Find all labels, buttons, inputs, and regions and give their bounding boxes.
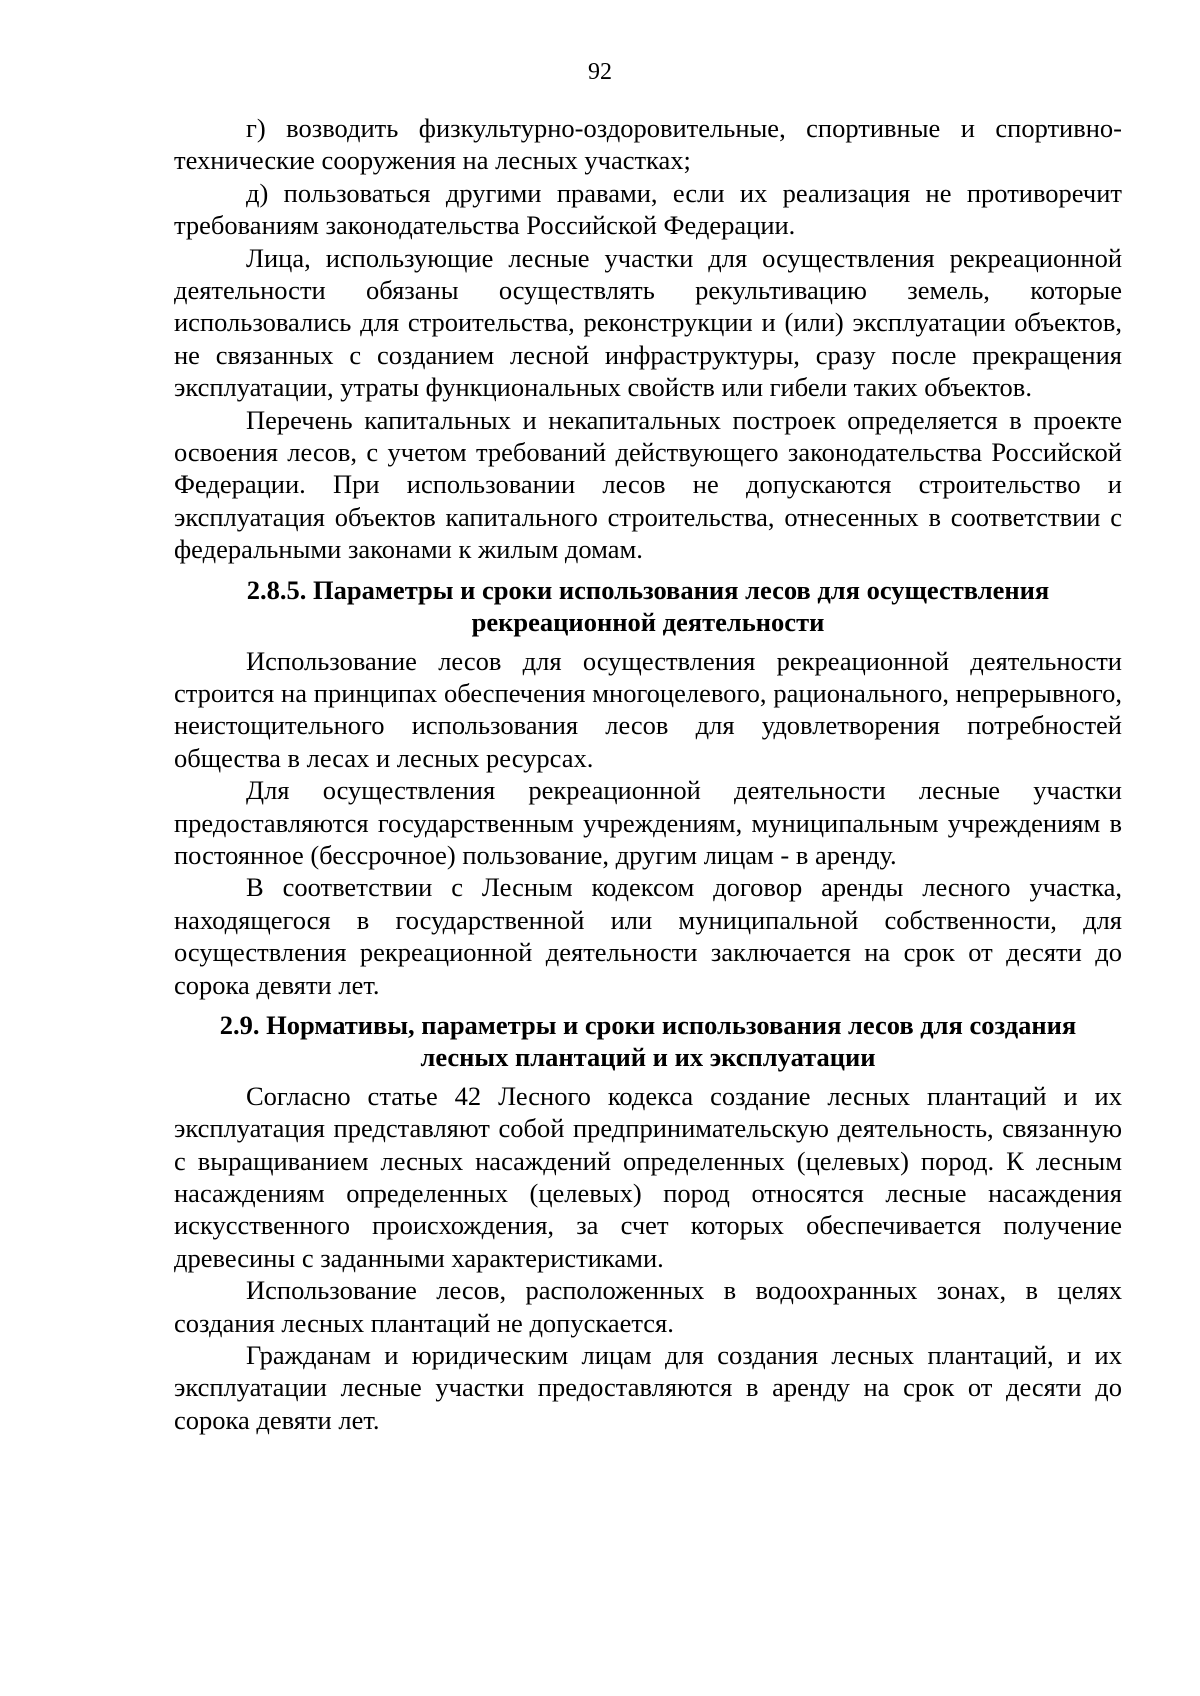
paragraph: Для осуществления рекреационной деятельности лесные участки предоставляются государственным учреждениям, муниципальным учреждениям в постоянное (бессрочное) пользование, другим лицам - в аренду.: [174, 775, 1122, 870]
paragraph: г) возводить физкультурно-оздоровительные, спортивные и спортивно-технические сооружения на лесных участках;: [174, 113, 1122, 176]
paragraph: Согласно статье 42 Лесного кодекса создание лесных плантаций и их эксплуатация представляют собой предпринимательскую деятельность, связанную с выращиванием лесных насаждений определенных (целевых) пород. К лесным насаждениям определенных (целевых) пород относятся лесные насаждения искусственного происхождения, за счет которых обеспечивается получение древесины с заданными характеристиками.: [174, 1080, 1122, 1273]
page-number: 92: [588, 59, 612, 85]
paragraph: д) пользоваться другими правами, если их реализация не противоречит требованиям законодательства Российской Федерации.: [174, 177, 1122, 241]
paragraph: Использование лесов, расположенных в водоохранных зонах, в целях создания лесных плантаций не допускается.: [174, 1275, 1122, 1338]
paragraph: Лица, использующие лесные участки для осуществления рекреационной деятельности обязаны осуществлять рекультивацию земель, которые использовались для строительства, реконструкции и (или) эксплуатации объектов, не связанных с созданием лесной инфраструктуры, сразу после прекращения эксплуатации, утраты функциональных свойств или гибели таких объектов.: [174, 242, 1122, 403]
section-heading: 2.9. Нормативы, параметры и сроки использования лесов для создания лесных плантаций и их эксплуатации: [219, 1009, 1077, 1073]
paragraph: В соответствии с Лесным кодексом договор аренды лесного участка, находящегося в государственной или муниципальной собственности, для осуществления рекреационной деятельности заключается на срок от десяти до сорока девяти лет.: [174, 872, 1122, 1000]
section-heading: 2.8.5. Параметры и сроки использования лесов для осуществления рекреационной деятельности: [246, 574, 1050, 638]
document-body: [174, 112, 1122, 1436]
paragraph: Перечень капитальных и некапитальных построек определяется в проекте освоения лесов, с учетом требований действующего законодательства Российской Федерации. При использовании лесов не допускаются строительство и эксплуатация объектов капитального строительства, отнесенных в соответствии с федеральными законами к жилым домам.: [174, 404, 1122, 565]
paragraph: Гражданам и юридическим лицам для создания лесных плантаций, и их эксплуатации лесные участки предоставляются в аренду на срок от десяти до сорока девяти лет.: [174, 1340, 1122, 1435]
paragraph: Использование лесов для осуществления рекреационной деятельности строится на принципах обеспечения многоцелевого, рационального, непрерывного, неистощительного использования лесов для удовлетворения потребностей общества в лесах и лесных ресурсах.: [174, 645, 1122, 773]
